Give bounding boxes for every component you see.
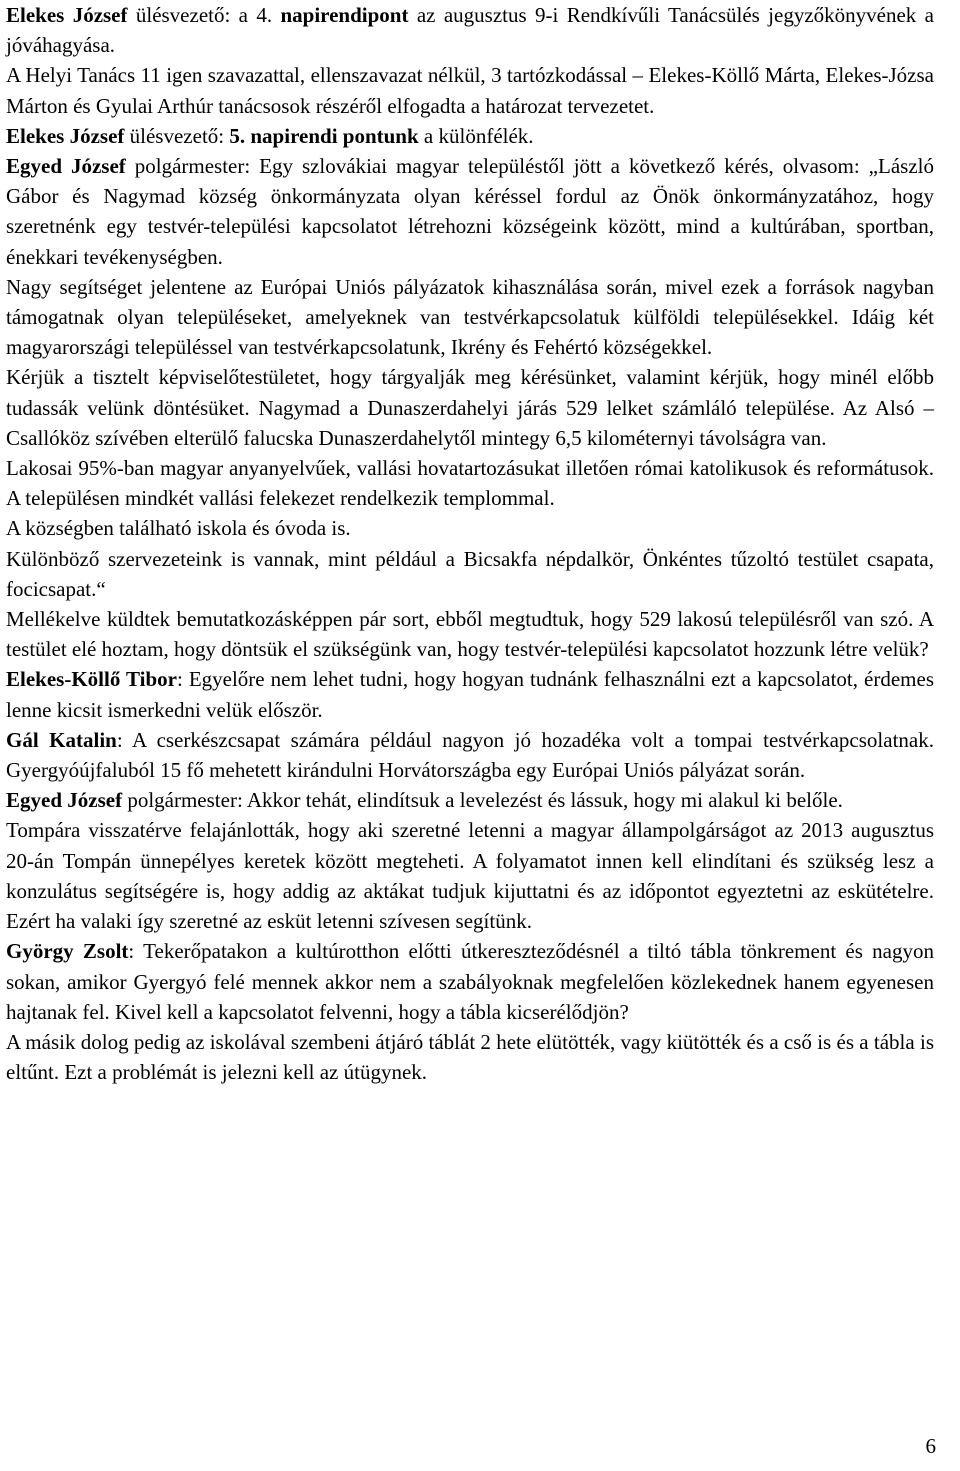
paragraph (6, 544, 934, 604)
text-run: A másik dolog pedig az iskolával szembeni átjáró táblát 2 hete elütötték, vagy kiütötték és a cső is és a tábla is eltűnt. Ezt a problémát is jelezni kell az útügynek. (6, 1029, 934, 1085)
bold-text: Elekes-Köllő Tibor (6, 667, 177, 692)
text-run: : Tekerőpatakon a kultúrotthon előtti útkereszteződésnél a tiltó tábla tönkrement és nagyon sokan, amikor Gyergyó felé mennek akkor nem a szabályoknak megfelelően közlekednek hanem egyenesen hajtanak fel. Kivel kell a kapcsolatot felvenni, hogy a tábla kicserélődjön? (6, 939, 934, 1024)
paragraph (6, 1027, 934, 1087)
bold-text: Elekes József (6, 3, 128, 27)
text-run: Különböző szervezeteink is vannak, mint például a Bicsakfa népdalkör, Önkéntes tűzoltó testület csapata, focicsapat.“ (6, 546, 934, 601)
text-run: A Helyi Tanács 11 igen szavazattal, ellenszavazat nélkül, 3 tartózkodással – Elekes-Köllő Márta, Elekes-Józsa Márton és Gyulai Arthúr tanácsosok részéről elfogadta a határozat tervezetet. (6, 63, 934, 118)
paragraph (6, 121, 934, 151)
paragraph (6, 272, 934, 363)
text-run: a különfélék. (418, 123, 534, 148)
paragraph (6, 725, 934, 785)
text-run: polgármester: Akkor tehát, elindítsuk a levelezést és lássuk, hogy mi alakul ki belőle. (122, 788, 843, 813)
text-run: az augusztus 9-i Rendkívűli Tanácsülés jegyzőkönyvének a jóváhagyása. (6, 3, 934, 58)
text-run: A községben található iskola és óvoda is. (6, 516, 351, 541)
text-run: Lakosai 95%-ban magyar anyanyelvűek, vallási hovatartozásukat illetően római katolikusok és reformátusok. A településen mindkét vallási felekezet rendelkezik templommal. (6, 456, 934, 511)
text-run: Tompára visszatérve felajánlották, hogy aki szeretné letenni a magyar állampolgárságot az 2013 augusztus 20-án Tompán ünnepélyes keretek között megteheti. A folyamatot innen kell elindítani és szükség lesz a konzulátus segítségére is, hogy addig az aktákat tudjuk kijuttatni és az időpontot egyeztetni az eskütételre. Ezért ha valaki így szeretné az esküt letenni szívesen segítünk. (6, 818, 934, 934)
document-body (6, 0, 934, 1087)
text-run: polgármester: Egy szlovákiai magyar településtől jött a következő kérés, olvasom: „László Gábor és Nagymad község önkormányzata olyan kéréssel fordul az Önök önkormányzatához, hogy szeretnénk egy testvér-települési kapcsolatot létrehozni községeink között, mind a kultúrában, sportban, énekkari tevékenységben. (6, 154, 934, 269)
bold-text: György Zsolt (6, 939, 129, 964)
text-run: : A cserkészcsapat számára például nagyon jó hozadéka volt a tompai testvérkapcsolatnak. Gyergyóújfaluból 15 fő mehetett kirándulni Horvátországba egy Európai Uniós pályázat során. (6, 727, 934, 783)
paragraph (6, 815, 934, 936)
paragraph (6, 664, 934, 724)
paragraph (6, 936, 934, 1027)
bold-text: Gál Katalin (6, 727, 117, 752)
paragraph (6, 362, 934, 453)
page-number: 6 (925, 1434, 936, 1458)
text-run: ülésvezető: (124, 123, 230, 148)
bold-text: 5. napirendi pontunk (229, 123, 419, 148)
bold-text: napirendipont (280, 3, 409, 27)
paragraph (6, 604, 934, 664)
bold-text: Egyed József (6, 788, 123, 813)
paragraph (6, 785, 934, 815)
text-run: Mellékelve küldtek bemutatkozásképpen pár sort, ebből megtudtuk, hogy 529 lakosú településről van szó. A testület elé hoztam, hogy döntsük el szükségünk van, hogy testvér-települési kapcsolatot hozzunk létre velük? (6, 607, 934, 662)
text-run: Kérjük a tisztelt képviselőtestületet, hogy tárgyalják meg kérésünket, valamint kérjük, hogy minél előbb tudassák velünk döntésüket. Nagymad a Dunaszerdahelyi járás 529 lelket számláló települése. Az Alsó – Csallóköz szívében elterülő falucska Dunaszerdahelytől mintegy 6,5 kilométernyi távolságra van. (6, 365, 934, 450)
paragraph (6, 60, 934, 120)
paragraph (6, 453, 934, 513)
bold-text: Elekes József (6, 123, 125, 148)
paragraph (6, 513, 934, 543)
text-run: : Egyelőre nem lehet tudni, hogy hogyan tudnánk felhasználni ezt a kapcsolatot, érdemes lenne kicsit ismerkedni velük először. (6, 667, 934, 722)
text-run: Nagy segítséget jelentene az Európai Uniós pályázatok kihasználása során, mivel ezek a források nagyban támogatnak olyan településeket, amelyeknek van testvérkapcsolatuk külföldi településekkel. Idáig két magyarországi településsel van testvérkapcsolatunk, Ikrény és Fehértó községekkel. (6, 274, 934, 360)
bold-text: Egyed József (6, 154, 126, 179)
paragraph (6, 0, 934, 60)
paragraph (6, 151, 934, 272)
text-run: ülésvezető: a 4. (127, 3, 281, 27)
